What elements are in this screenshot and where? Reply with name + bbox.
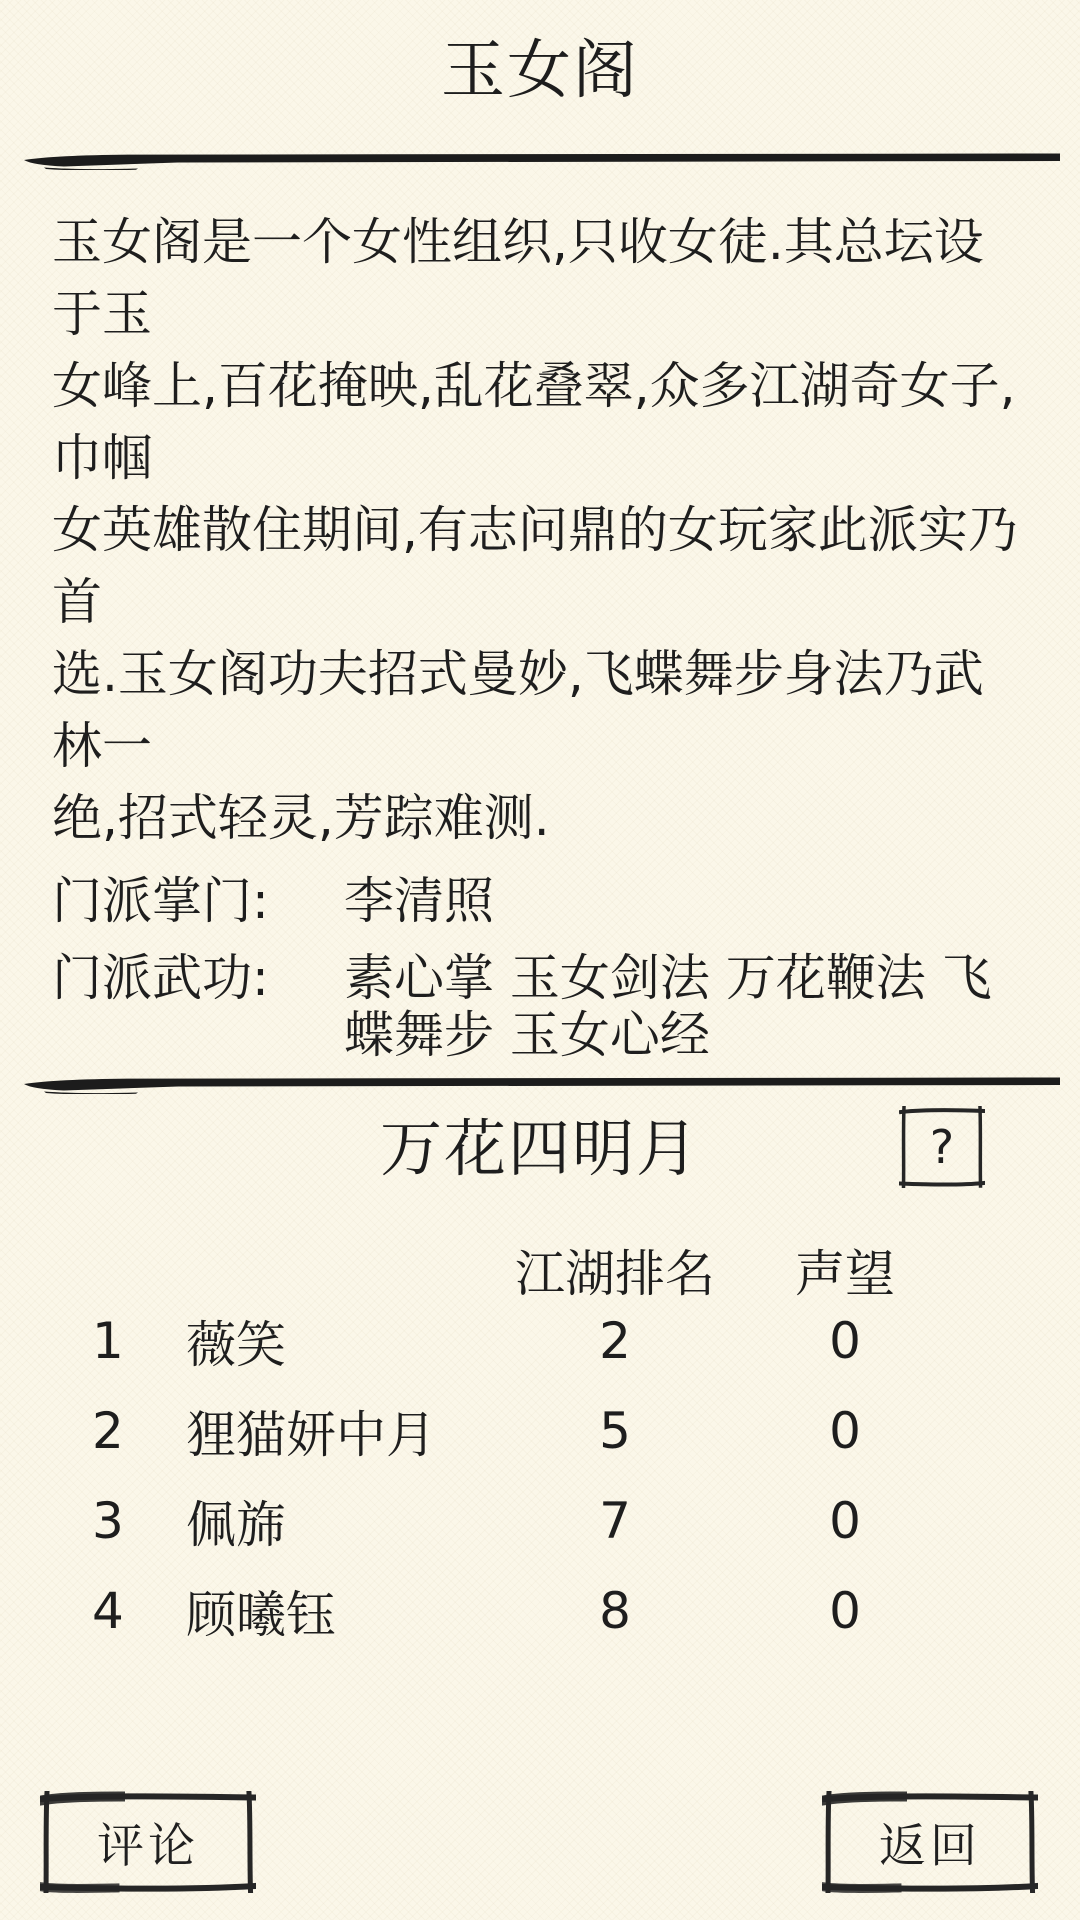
- ranking-table: [0, 1234, 1080, 1656]
- comment-button[interactable]: [40, 1791, 256, 1893]
- brush-divider-top: [18, 150, 1062, 170]
- player-name: 狸猫妍中月: [186, 1406, 436, 1464]
- ranking-row[interactable]: [0, 1476, 1080, 1566]
- player-rank: 5: [599, 1402, 631, 1460]
- ranking-title: 万花四明月: [379, 1112, 700, 1185]
- column-header-rank: 江湖排名: [515, 1245, 715, 1303]
- ranking-section-header: [0, 1106, 1080, 1192]
- footer-bar: [40, 1791, 1038, 1893]
- player-reputation: 0: [829, 1402, 861, 1460]
- player-reputation: 0: [829, 1492, 861, 1550]
- skills-line: 素心掌 玉女剑法 万花鞭法 飞: [344, 949, 992, 1007]
- description-line: 选.玉女阁功夫招式曼妙,飞蝶舞步身法乃武林一: [52, 645, 984, 775]
- page-title: 玉女阁: [441, 34, 639, 108]
- sect-skills-row: [52, 950, 1030, 1064]
- help-button-label: ?: [929, 1120, 955, 1174]
- player-rank: 2: [599, 1312, 631, 1370]
- help-button[interactable]: [899, 1106, 985, 1188]
- brush-divider-middle: [18, 1074, 1062, 1094]
- row-index: 3: [92, 1492, 124, 1550]
- description-line: 玉女阁是一个女性组织,只收女徒.其总坛设于玉: [52, 213, 984, 343]
- row-index: 1: [92, 1312, 124, 1370]
- ranking-row[interactable]: [0, 1296, 1080, 1386]
- player-name: 薇笑: [186, 1316, 286, 1374]
- description-line: 绝,招式轻灵,芳踪难测.: [52, 789, 550, 847]
- row-index: 2: [92, 1402, 124, 1460]
- leader-label: 门派掌门:: [52, 872, 269, 930]
- skills-value: [344, 950, 1030, 1064]
- sect-description: [52, 206, 1030, 854]
- ranking-table-header: [0, 1234, 1080, 1303]
- description-line: 女峰上,百花掩映,乱花叠翠,众多江湖奇女子,巾帼: [52, 357, 1016, 487]
- back-button[interactable]: [822, 1791, 1038, 1893]
- comment-button-label: 评论: [97, 1818, 199, 1874]
- skills-line: 蝶舞步 玉女心经: [344, 1006, 710, 1064]
- player-rank: 7: [599, 1492, 631, 1550]
- description-line: 女英雄散住期间,有志问鼎的女玩家此派实乃首: [52, 501, 1018, 631]
- leader-value: 李清照: [344, 872, 494, 930]
- column-header-reputation: 声望: [795, 1245, 895, 1303]
- back-button-label: 返回: [879, 1818, 981, 1874]
- sect-leader-row: [52, 870, 1030, 932]
- row-index: 4: [92, 1582, 124, 1640]
- player-rank: 8: [599, 1582, 631, 1640]
- player-name: 顾曦钰: [186, 1586, 336, 1644]
- ranking-row[interactable]: [0, 1566, 1080, 1656]
- ranking-row[interactable]: [0, 1386, 1080, 1476]
- skills-label: 门派武功:: [52, 949, 269, 1007]
- player-reputation: 0: [829, 1312, 861, 1370]
- player-reputation: 0: [829, 1582, 861, 1640]
- player-name: 佩旆: [186, 1496, 286, 1554]
